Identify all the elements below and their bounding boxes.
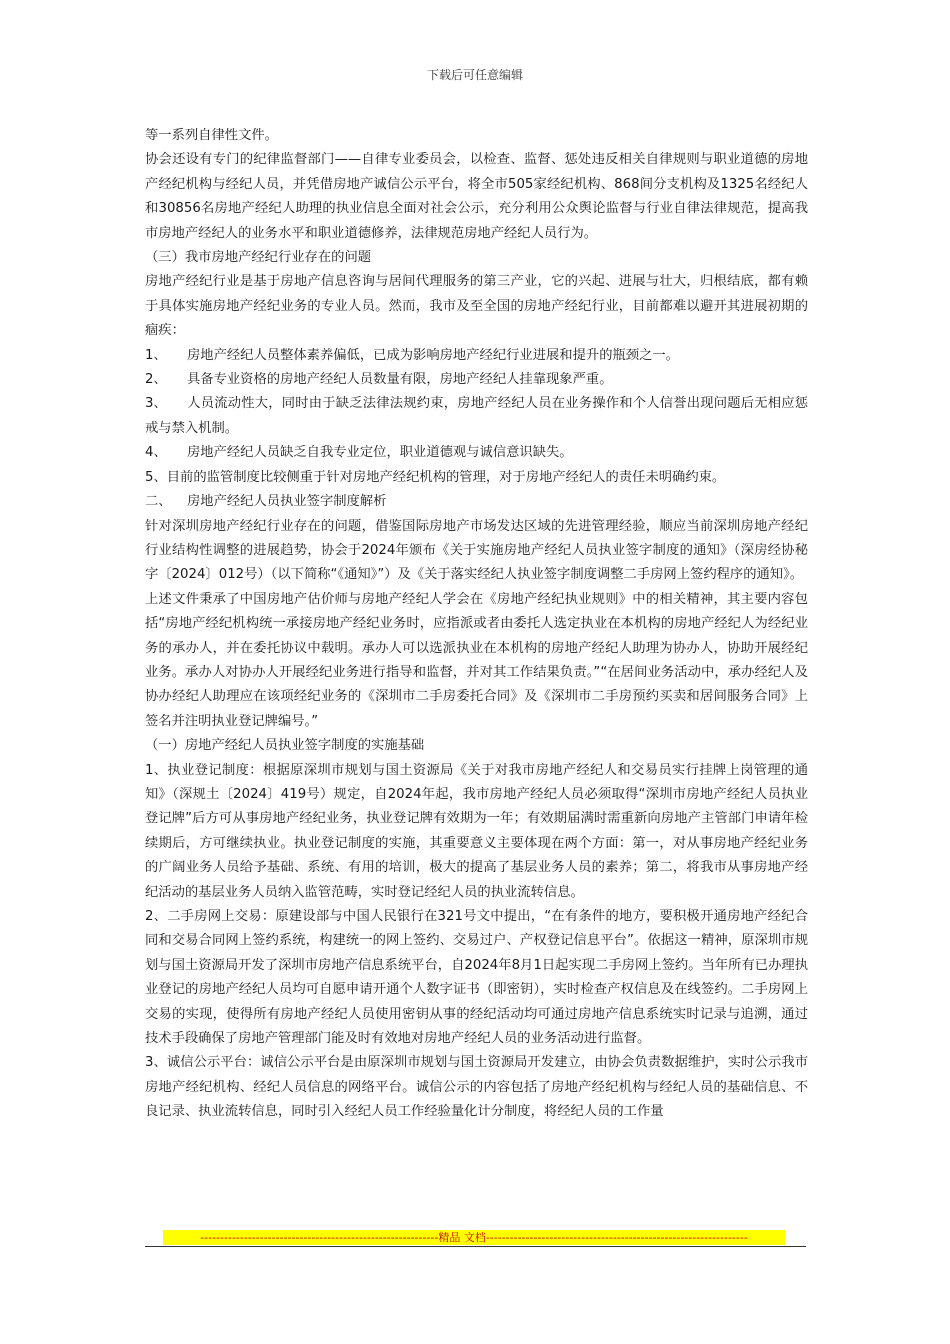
section-heading: （一）房地产经纪人员执业签字制度的实施基础: [145, 738, 425, 754]
paragraph: 1、执业登记制度：根据原深圳市规划与国土资源局《关于对我市房地产经纪人和交易员实行挂牌上岗管理的通知》（深规土〔2024〕419号）规定，自2024年起，我市房地产经纪人员必须取得“深圳市房地产经纪人员执业登记牌”后方可从事房地产经纪业务，执业登记牌有效期为一年；有效期届满时需重新向房地产主管部门申请年检续期后，方可继续执业。执业登记制度的实施，其重要意义主要体现在两个方面：第一，对从事房地产经纪业务的广阔业务人员给予基础、系统、有用的培训，极大的提高了基层业务人员的素养；第二，将我市从事房地产经纪活动的基层业务人员纳入监管范畴，实时登记经纪人员的执业流转信息。: [145, 762, 808, 900]
paragraph: 房地产经纪行业是基于房地产信息咨询与居间代理服务的第三产业，它的兴起、进展与壮大，归根结底，都有赖于具体实施房地产经纪业务的专业人员。然而，我市及至全国的房地产经纪行业，目前都难以避开其进展初期的痼疾：: [145, 274, 808, 339]
section-heading: [145, 490, 808, 514]
paragraph: 协会还设有专门的纪律监督部门——自律专业委员会，以检查、监督、惩处违反相关自律规则与职业道德的房地产经纪机构与经纪人员，并凭借房地产诚信公示平台，将全市505家经纪机构、868间分支机构及1325名经纪人和30856名房地产经纪人助理的执业信息全面对社会公示，充分利用公众舆论监督与行业自律法律规范，提高我市房地产经纪人的业务水平和职业道德修养，法律规范房地产经纪人员行为。: [145, 152, 808, 241]
paragraph: 等一系列自律性文件。: [145, 128, 278, 143]
list-item-number: 1、: [145, 347, 167, 363]
page-footer-banner: ------------------------------------------------------------精品 文档------------------------------------------------------------------: [163, 1230, 785, 1245]
list-item-number: 4、: [145, 445, 167, 461]
list-item-text: 房地产经纪人员整体素养偏低，已成为影响房地产经纪行业进展和提升的瓶颈之一。: [187, 347, 679, 363]
page-header: 下载后可任意编辑: [426, 68, 523, 82]
section-heading: （三）我市房地产经纪行业存在的问题: [145, 250, 372, 266]
paragraph: 5、目前的监管制度比较侧重于针对房地产经纪机构的管理，对于房地产经纪人的责任未明确约束。: [145, 469, 726, 485]
footer-divider: [145, 1246, 806, 1247]
list-item-number: 2、: [145, 372, 167, 388]
list-item-text: 具备专业资格的房地产经纪人员数量有限，房地产经纪人挂靠现象严重。: [187, 372, 613, 388]
list-item-text: 人员流动性大，同时由于缺乏法律法规约束，房地产经纪人员在业务操作和个人信誉出现问题后无相应惩戒与禁入机制。: [145, 396, 808, 436]
list-item-number: 3、: [145, 396, 167, 412]
list-item: [145, 368, 808, 392]
list-item: [145, 441, 808, 465]
list-item-text: 房地产经纪人员缺乏自我专业定位，职业道德观与诚信意识缺失。: [187, 445, 573, 461]
paragraph: 2、二手房网上交易：原建设部与中国人民银行在321号文中提出，“在有条件的地方，要积极开通房地产经纪合同和交易合同网上签约系统，构建统一的网上签约、交易过户、产权登记信息平台”。依据这一精神，原深圳市规划与国土资源局开发了深圳市房地产信息系统平台，自2024年8月1日起实现二手房网上签约。当年所有已办理执业登记的房地产经纪人员均可自愿申请开通个人数字证书（即密钥），实时检查产权信息及在线签约。二手房网上交易的实现，使得所有房地产经纪人员使用密钥从事的经纪活动均可通过房地产信息系统实时记录与追溯，通过技术手段确保了房地产管理部门能及时有效地对房地产经纪人员的业务活动进行监督。: [145, 909, 808, 1047]
document-body: [145, 124, 808, 1125]
section-title: 房地产经纪人员执业签字制度解析: [187, 494, 387, 510]
section-number: 二、: [145, 494, 172, 510]
list-item: [145, 392, 808, 441]
paragraph: 3、诚信公示平台：诚信公示平台是由原深圳市规划与国土资源局开发建立，由协会负责数据维护，实时公示我市房地产经纪机构、经纪人员信息的网络平台。诚信公示的内容包括了房地产经纪机构与经纪人员的基础信息、不良记录、执业流转信息，同时引入经纪人员工作经验量化计分制度，将经纪人员的工作量: [145, 1055, 808, 1120]
paragraph: 针对深圳房地产经纪行业存在的问题，借鉴国际房地产市场发达区域的先进管理经验，顺应当前深圳房地产经纪行业结构性调整的进展趋势，协会于2024年颁布《关于实施房地产经纪人员执业签字制度的通知》（深房经协秘字〔2024〕012号）（以下简称“《通知》”）及《关于落实经纪人执业签字制度调整二手房网上签约程序的通知》。: [145, 518, 808, 583]
paragraph: 上述文件秉承了中国房地产估价师与房地产经纪人学会在《房地产经纪执业规则》中的相关精神，其主要内容包括“房地产经纪机构统一承接房地产经纪业务时，应指派或者由委托人选定执业在本机构的房地产经纪人为经纪业务的承办人，并在委托协议中载明。承办人可以选派执业在本机构的房地产经纪人助理为协办人，协助开展经纪业务。承办人对协办人开展经纪业务进行指导和监督，并对其工作结果负责。”“在居间业务活动中，承办经纪人及协办经纪人助理应在该项经纪业务的《深圳市二手房委托合同》及《深圳市二手房预约买卖和居间服务合同》上签名并注明执业登记牌编号。”: [145, 591, 808, 729]
list-item: [145, 344, 808, 368]
